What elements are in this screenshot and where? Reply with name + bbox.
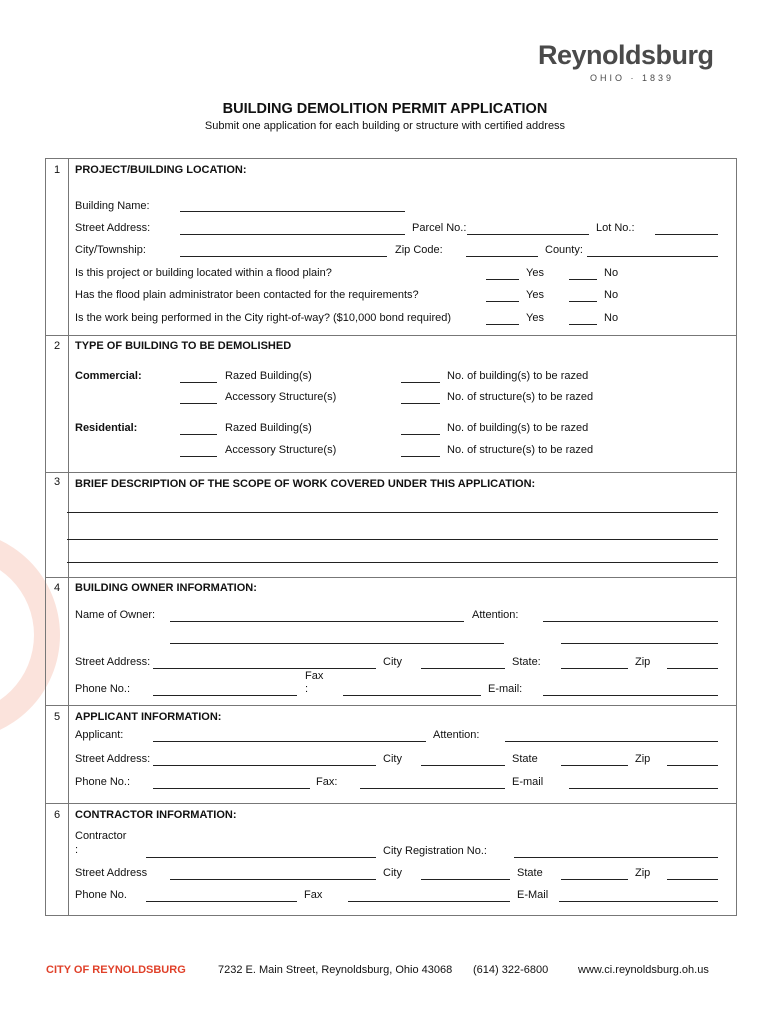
form-top-border	[45, 158, 737, 159]
section-number: 6	[53, 809, 61, 821]
logo: Reynoldsburg	[538, 40, 714, 70]
form-right-border	[736, 158, 737, 915]
no-buildings-label: No. of building(s) to be razed	[447, 370, 589, 382]
footer-address: 7232 E. Main Street, Reynoldsburg, Ohio 43068	[218, 964, 453, 976]
city-township-field[interactable]	[180, 256, 387, 257]
no-blank[interactable]	[569, 301, 597, 302]
owner-fax-label: Fax	[305, 670, 324, 682]
street-address-field[interactable]	[180, 234, 405, 235]
city-township-label: City/Township:	[75, 244, 146, 256]
attention-label: Attention:	[472, 609, 519, 621]
scope-line-3[interactable]	[67, 562, 718, 563]
contractor-zip-field[interactable]	[667, 879, 718, 880]
commercial-label: Commercial:	[75, 370, 142, 382]
decorative-arc	[0, 530, 60, 740]
owner-phone-field[interactable]	[153, 695, 297, 696]
street-address-label: Street Address:	[75, 222, 151, 234]
page-title: BUILDING DEMOLITION PERMIT APPLICATION	[222, 101, 548, 117]
commercial-no-buildings-blank[interactable]	[401, 382, 440, 383]
footer-city-name: CITY OF REYNOLDSBURG	[46, 964, 186, 976]
no-label: No	[604, 312, 619, 324]
owner-name-line-2[interactable]	[170, 643, 504, 644]
no-blank[interactable]	[569, 279, 597, 280]
accessory-structure-label: Accessory Structure(s)	[225, 444, 337, 456]
residential-label: Residential:	[75, 422, 138, 434]
section-number: 2	[53, 340, 61, 352]
contractor-label: Contractor	[75, 830, 127, 842]
yes-blank[interactable]	[486, 279, 519, 280]
owner-state-field[interactable]	[561, 668, 628, 669]
form-bottom-border	[45, 915, 737, 916]
razed-building-label: Razed Building(s)	[225, 422, 312, 434]
no-blank[interactable]	[569, 324, 597, 325]
owner-fax-field[interactable]	[343, 695, 481, 696]
commercial-no-structures-blank[interactable]	[401, 403, 440, 404]
contractor-phone-field[interactable]	[146, 901, 297, 902]
residential-no-buildings-blank[interactable]	[401, 434, 440, 435]
applicant-email-field[interactable]	[569, 788, 718, 789]
contractor-fax-field[interactable]	[348, 901, 510, 902]
section-number: 5	[53, 711, 61, 723]
contractor-colon: :	[75, 844, 79, 856]
logo-tagline: OHIO · 1839	[590, 73, 675, 83]
footer-website[interactable]: www.ci.reynoldsburg.oh.us	[578, 964, 709, 976]
contractor-city-label: City	[383, 867, 402, 879]
number-column-border	[68, 158, 69, 915]
page-subtitle: Submit one application for each building or structure with certified address	[204, 120, 566, 132]
section-divider	[45, 335, 737, 336]
scope-line-1[interactable]	[67, 512, 718, 513]
section-number: 1	[53, 164, 61, 176]
commercial-razed-blank[interactable]	[180, 382, 217, 383]
applicant-zip-field[interactable]	[667, 765, 718, 766]
contractor-street-label: Street Address	[75, 867, 148, 879]
applicant-phone-label: Phone No.:	[75, 776, 131, 788]
applicant-label: Applicant:	[75, 729, 124, 741]
contractor-state-field[interactable]	[561, 879, 628, 880]
owner-phone-label: Phone No.:	[75, 683, 131, 695]
city-registration-label: City Registration No.:	[383, 845, 487, 857]
yes-blank[interactable]	[486, 324, 519, 325]
applicant-city-field[interactable]	[421, 765, 505, 766]
owner-state-label: State:	[512, 656, 541, 668]
flood-admin-question: Has the flood plain administrator been contacted for the requirements?	[75, 289, 419, 301]
zip-code-field[interactable]	[466, 256, 538, 257]
owner-zip-label: Zip	[635, 656, 651, 668]
razed-building-label: Razed Building(s)	[225, 370, 312, 382]
residential-razed-blank[interactable]	[180, 434, 217, 435]
commercial-accessory-blank[interactable]	[180, 403, 217, 404]
yes-label: Yes	[526, 289, 544, 301]
section-divider	[45, 472, 737, 473]
building-name-field[interactable]	[180, 211, 405, 212]
attention-field[interactable]	[543, 621, 718, 622]
owner-email-field[interactable]	[543, 695, 718, 696]
residential-accessory-blank[interactable]	[180, 456, 217, 457]
owner-street-field[interactable]	[153, 668, 376, 669]
yes-blank[interactable]	[486, 301, 519, 302]
section-divider	[45, 705, 737, 706]
section-title: TYPE OF BUILDING TO BE DEMOLISHED	[75, 340, 292, 352]
owner-name-label: Name of Owner:	[75, 609, 156, 621]
applicant-attention-label: Attention:	[433, 729, 480, 741]
section-divider	[45, 577, 737, 578]
section-number: 4	[53, 582, 61, 594]
contractor-zip-label: Zip	[635, 867, 651, 879]
contractor-city-field[interactable]	[421, 879, 510, 880]
applicant-fax-label: Fax:	[316, 776, 338, 788]
flood-plain-question: Is this project or building located within a flood plain?	[75, 267, 332, 279]
owner-name-field[interactable]	[170, 621, 464, 622]
contractor-field[interactable]	[146, 857, 376, 858]
applicant-phone-field[interactable]	[153, 788, 310, 789]
owner-zip-field[interactable]	[667, 668, 718, 669]
footer-phone: (614) 322-6800	[473, 964, 549, 976]
applicant-street-label: Street Address:	[75, 753, 151, 765]
no-label: No	[604, 267, 619, 279]
contractor-phone-label: Phone No.	[75, 889, 127, 901]
lot-no-label: Lot No.:	[596, 222, 635, 234]
applicant-zip-label: Zip	[635, 753, 651, 765]
owner-email-label: E-mail:	[488, 683, 523, 695]
county-label: County:	[545, 244, 583, 256]
applicant-field[interactable]	[153, 741, 426, 742]
yes-label: Yes	[526, 312, 544, 324]
applicant-state-field[interactable]	[561, 765, 628, 766]
zip-code-label: Zip Code:	[395, 244, 443, 256]
attention-line-2[interactable]	[561, 643, 718, 644]
residential-no-structures-blank[interactable]	[401, 456, 440, 457]
county-field[interactable]	[587, 256, 718, 257]
section-title: CONTRACTOR INFORMATION:	[75, 809, 237, 821]
no-structures-label: No. of structure(s) to be razed	[447, 444, 594, 456]
applicant-city-label: City	[383, 753, 402, 765]
lot-no-field[interactable]	[655, 234, 718, 235]
section-title: PROJECT/BUILDING LOCATION:	[75, 164, 247, 176]
contractor-state-label: State	[517, 867, 543, 879]
parcel-no-field[interactable]	[467, 234, 589, 235]
section-title: BUILDING OWNER INFORMATION:	[75, 582, 257, 594]
no-label: No	[604, 289, 619, 301]
contractor-email-label: E-Mail	[517, 889, 549, 901]
accessory-structure-label: Accessory Structure(s)	[225, 391, 337, 403]
yes-label: Yes	[526, 267, 544, 279]
contractor-fax-label: Fax	[304, 889, 323, 901]
scope-line-2[interactable]	[67, 539, 718, 540]
contractor-street-field[interactable]	[170, 879, 376, 880]
owner-street-label: Street Address:	[75, 656, 151, 668]
section-title: BRIEF DESCRIPTION OF THE SCOPE OF WORK COVERED UNDER THIS APPLICATION:	[75, 478, 536, 490]
applicant-fax-field[interactable]	[360, 788, 505, 789]
city-registration-field[interactable]	[514, 857, 718, 858]
applicant-state-label: State	[512, 753, 538, 765]
owner-city-label: City	[383, 656, 402, 668]
applicant-attention-field[interactable]	[505, 741, 718, 742]
no-structures-label: No. of structure(s) to be razed	[447, 391, 594, 403]
contractor-email-field[interactable]	[559, 901, 718, 902]
form-left-border	[45, 158, 46, 915]
owner-city-field[interactable]	[421, 668, 505, 669]
section-title: APPLICANT INFORMATION:	[75, 711, 222, 723]
building-name-label: Building Name:	[75, 200, 150, 212]
owner-fax-colon: :	[305, 683, 309, 695]
section-divider	[45, 803, 737, 804]
parcel-no-label: Parcel No.:	[412, 222, 467, 234]
section-number: 3	[53, 476, 61, 488]
applicant-email-label: E-mail	[512, 776, 544, 788]
applicant-street-field[interactable]	[153, 765, 376, 766]
right-of-way-question: Is the work being performed in the City right-of-way? ($10,000 bond required)	[75, 312, 452, 324]
no-buildings-label: No. of building(s) to be razed	[447, 422, 589, 434]
